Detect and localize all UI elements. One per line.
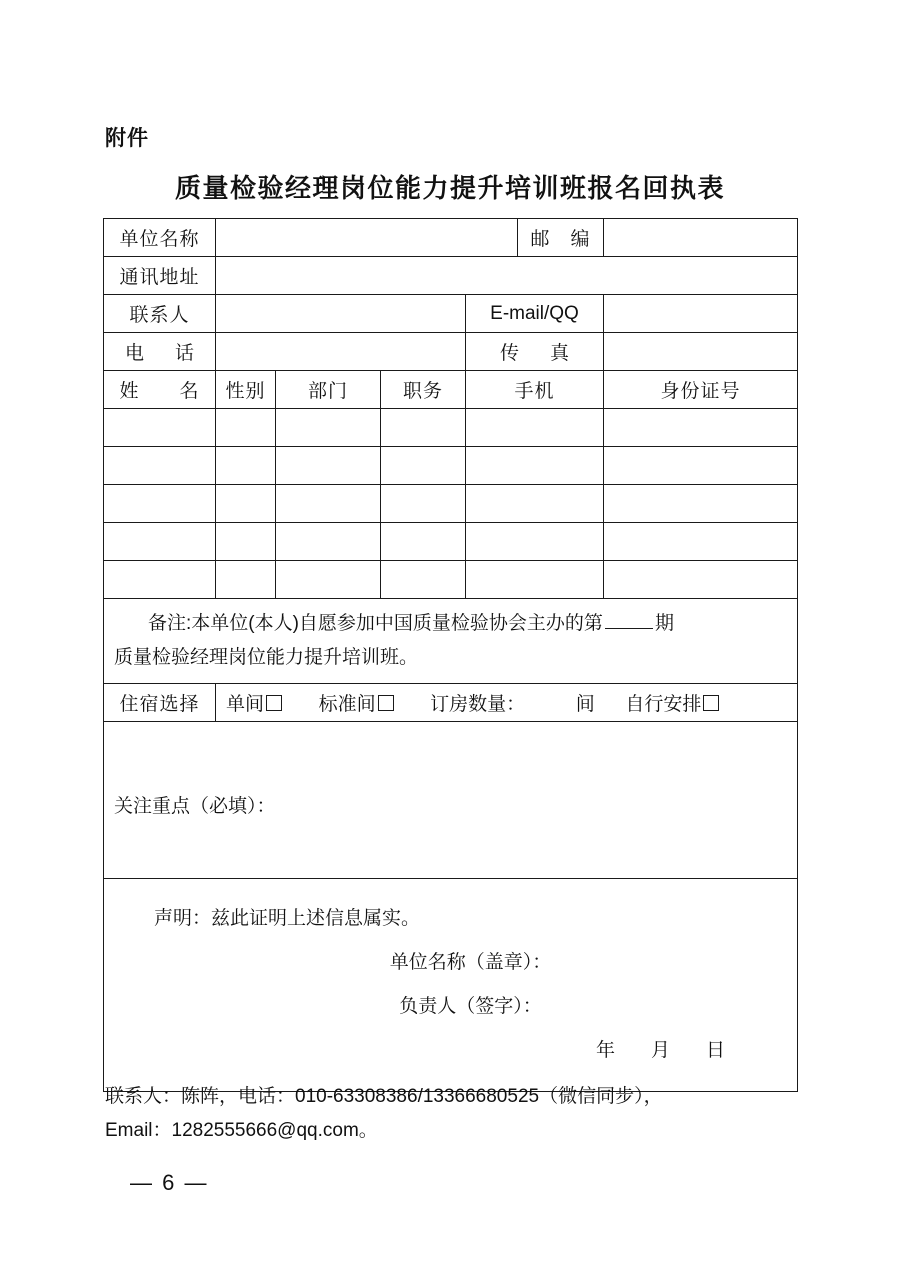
cell-department[interactable]: [276, 447, 381, 485]
table-row: [104, 409, 798, 447]
focus-points-label: 关注重点（必填）：: [114, 795, 276, 817]
page-number: — 6 —: [130, 1170, 209, 1195]
contact-person-label: 联系人: [104, 295, 216, 333]
declaration-date[interactable]: [116, 1029, 785, 1073]
table-row: [104, 684, 798, 722]
column-header-position: 职务: [381, 371, 466, 409]
cell-position[interactable]: [381, 523, 466, 561]
footer-contact: [105, 1080, 825, 1148]
lodging-options: [216, 684, 798, 722]
table-row: [104, 722, 798, 879]
cell-department[interactable]: [276, 409, 381, 447]
cell-gender[interactable]: [216, 523, 276, 561]
cell-name[interactable]: [104, 523, 216, 561]
postcode-value[interactable]: [604, 219, 798, 257]
registration-form-table: [103, 218, 798, 1092]
table-row: [104, 257, 798, 295]
date-year-label: 年: [595, 1040, 617, 1061]
cell-id-number[interactable]: [604, 447, 798, 485]
unit-name-value[interactable]: [216, 219, 518, 257]
phone-value[interactable]: [216, 333, 466, 371]
cell-mobile[interactable]: [466, 485, 604, 523]
cell-gender[interactable]: [216, 447, 276, 485]
fax-label: 传 真: [466, 333, 604, 371]
table-header-row: [104, 371, 798, 409]
note-line1-pre: 备注:本单位(本人)自愿参加中国质量检验协会主办的第: [148, 613, 603, 634]
cell-name[interactable]: [104, 561, 216, 599]
declaration-unit-name[interactable]: 单位名称（盖章）：: [389, 952, 552, 973]
cell-name[interactable]: [104, 447, 216, 485]
contact-person-value[interactable]: [216, 295, 466, 333]
lodging-count-unit: 间: [575, 694, 595, 715]
lodging-single-label: 单间: [226, 694, 265, 715]
cell-position[interactable]: [381, 409, 466, 447]
cell-gender[interactable]: [216, 561, 276, 599]
focus-points-cell[interactable]: [104, 722, 798, 879]
cell-id-number[interactable]: [604, 485, 798, 523]
postcode-label: 邮 编: [518, 219, 604, 257]
date-month-label: 月: [650, 1040, 672, 1061]
table-row: [104, 879, 798, 1092]
attachment-label: 附件: [105, 127, 149, 150]
column-header-mobile: 手机: [466, 371, 604, 409]
cell-mobile[interactable]: [466, 447, 604, 485]
declaration-cell: [104, 879, 798, 1092]
footer-contact-line2: Email：1282555666@qq.com。: [105, 1120, 378, 1141]
note-cell: [104, 599, 798, 684]
lodging-self-label: 自行安排: [625, 694, 702, 715]
declaration-person-sign[interactable]: 负责人（签字）：: [399, 996, 542, 1017]
cell-position[interactable]: [381, 485, 466, 523]
lodging-standard-label: 标准间: [318, 694, 376, 715]
unit-name-label: 单位名称: [104, 219, 216, 257]
cell-department[interactable]: [276, 485, 381, 523]
cell-department[interactable]: [276, 561, 381, 599]
lodging-single-checkbox[interactable]: [266, 695, 282, 711]
table-row: [104, 333, 798, 371]
email-qq-value[interactable]: [604, 295, 798, 333]
declaration-line1: 声明：兹此证明上述信息属实。: [154, 908, 421, 929]
table-row: [104, 219, 798, 257]
table-row: [104, 523, 798, 561]
table-row: [104, 447, 798, 485]
table-row: [104, 485, 798, 523]
email-qq-label: E-mail/QQ: [466, 295, 604, 333]
lodging-standard-checkbox[interactable]: [378, 695, 394, 711]
date-day-label: 日: [705, 1040, 727, 1061]
table-row: [104, 599, 798, 684]
cell-mobile[interactable]: [466, 561, 604, 599]
note-line1-post: 期: [654, 613, 674, 634]
address-value[interactable]: [216, 257, 798, 295]
cell-name[interactable]: [104, 485, 216, 523]
cell-gender[interactable]: [216, 485, 276, 523]
lodging-self-checkbox[interactable]: [703, 695, 719, 711]
cell-department[interactable]: [276, 523, 381, 561]
cell-id-number[interactable]: [604, 523, 798, 561]
column-header-id-number: 身份证号: [604, 371, 798, 409]
address-label: 通讯地址: [104, 257, 216, 295]
lodging-label: 住宿选择: [104, 684, 216, 722]
cell-id-number[interactable]: [604, 409, 798, 447]
page-title: 质量检验经理岗位能力提升培训班报名回执表: [174, 173, 725, 203]
note-blank[interactable]: [605, 612, 653, 629]
table-row: [104, 295, 798, 333]
cell-mobile[interactable]: [466, 523, 604, 561]
cell-position[interactable]: [381, 561, 466, 599]
cell-name[interactable]: [104, 409, 216, 447]
column-header-gender: 性别: [216, 371, 276, 409]
cell-id-number[interactable]: [604, 561, 798, 599]
cell-mobile[interactable]: [466, 409, 604, 447]
note-line2: 质量检验经理岗位能力提升培训班。: [114, 647, 419, 668]
table-row: [104, 561, 798, 599]
column-header-department: 部门: [276, 371, 381, 409]
fax-value[interactable]: [604, 333, 798, 371]
lodging-count-label: 订房数量：: [430, 694, 526, 715]
cell-gender[interactable]: [216, 409, 276, 447]
phone-label: 电 话: [104, 333, 216, 371]
footer-contact-line1: 联系人：陈阵，电话：010-63308386/13366680525（微信同步），: [105, 1086, 663, 1107]
cell-position[interactable]: [381, 447, 466, 485]
column-header-name: 姓 名: [104, 371, 216, 409]
